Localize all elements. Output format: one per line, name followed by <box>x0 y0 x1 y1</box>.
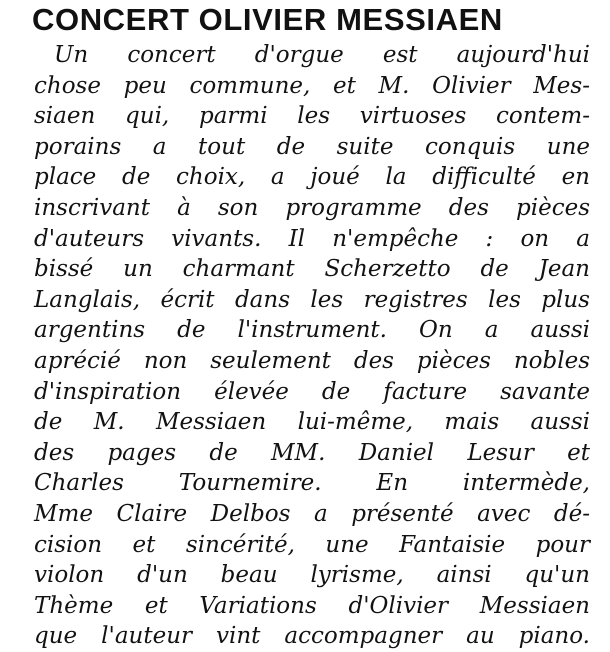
article-line: Charles Tournemire. En intermède, <box>34 470 590 497</box>
article-line: de M. Messiaen lui-même, mais aussi <box>34 409 590 436</box>
article-line: Langlais, écrit dans les registres les plus <box>34 286 590 313</box>
article-line: d'auteurs vivants. Il n'empêche : on a <box>34 225 590 252</box>
article-line: inscrivant à son programme des pièces <box>34 194 590 221</box>
article-line: des pages de MM. Daniel Lesur et <box>34 439 590 466</box>
article-line: porains a tout de suite conquis une <box>34 133 590 160</box>
article-line: siaen qui, parmi les virtuoses contem- <box>34 103 590 130</box>
article-line: Un concert d'orgue est aujourd'hui <box>54 42 590 68</box>
article-line: que l'auteur vint accompagner au piano. <box>34 623 590 650</box>
article-line: aprécié non seulement des pièces nobles <box>34 347 590 374</box>
article-line: Mme Claire Delbos a présenté avec dé- <box>34 500 590 527</box>
article-line: d'inspiration élevée de facture savante <box>34 378 590 405</box>
article-line: place de choix, a joué la difficulté en <box>34 164 590 191</box>
article-line: cision et sincérité, une Fantaisie pour <box>34 531 590 558</box>
article-line: violon d'un beau lyrisme, ainsi qu'un <box>34 562 590 589</box>
article-line: chose peu commune, et M. Olivier Mes- <box>34 72 590 99</box>
article-body <box>34 40 590 652</box>
article-line: bissé un charmant Scherzetto de Jean <box>34 256 590 283</box>
article-line: argentins de l'instrument. On a aussi <box>34 317 590 344</box>
article-headline: CONCERT OLIVIER MESSIAEN <box>32 2 503 37</box>
article-line: Thème et Variations d'Olivier Messiaen <box>34 592 590 619</box>
